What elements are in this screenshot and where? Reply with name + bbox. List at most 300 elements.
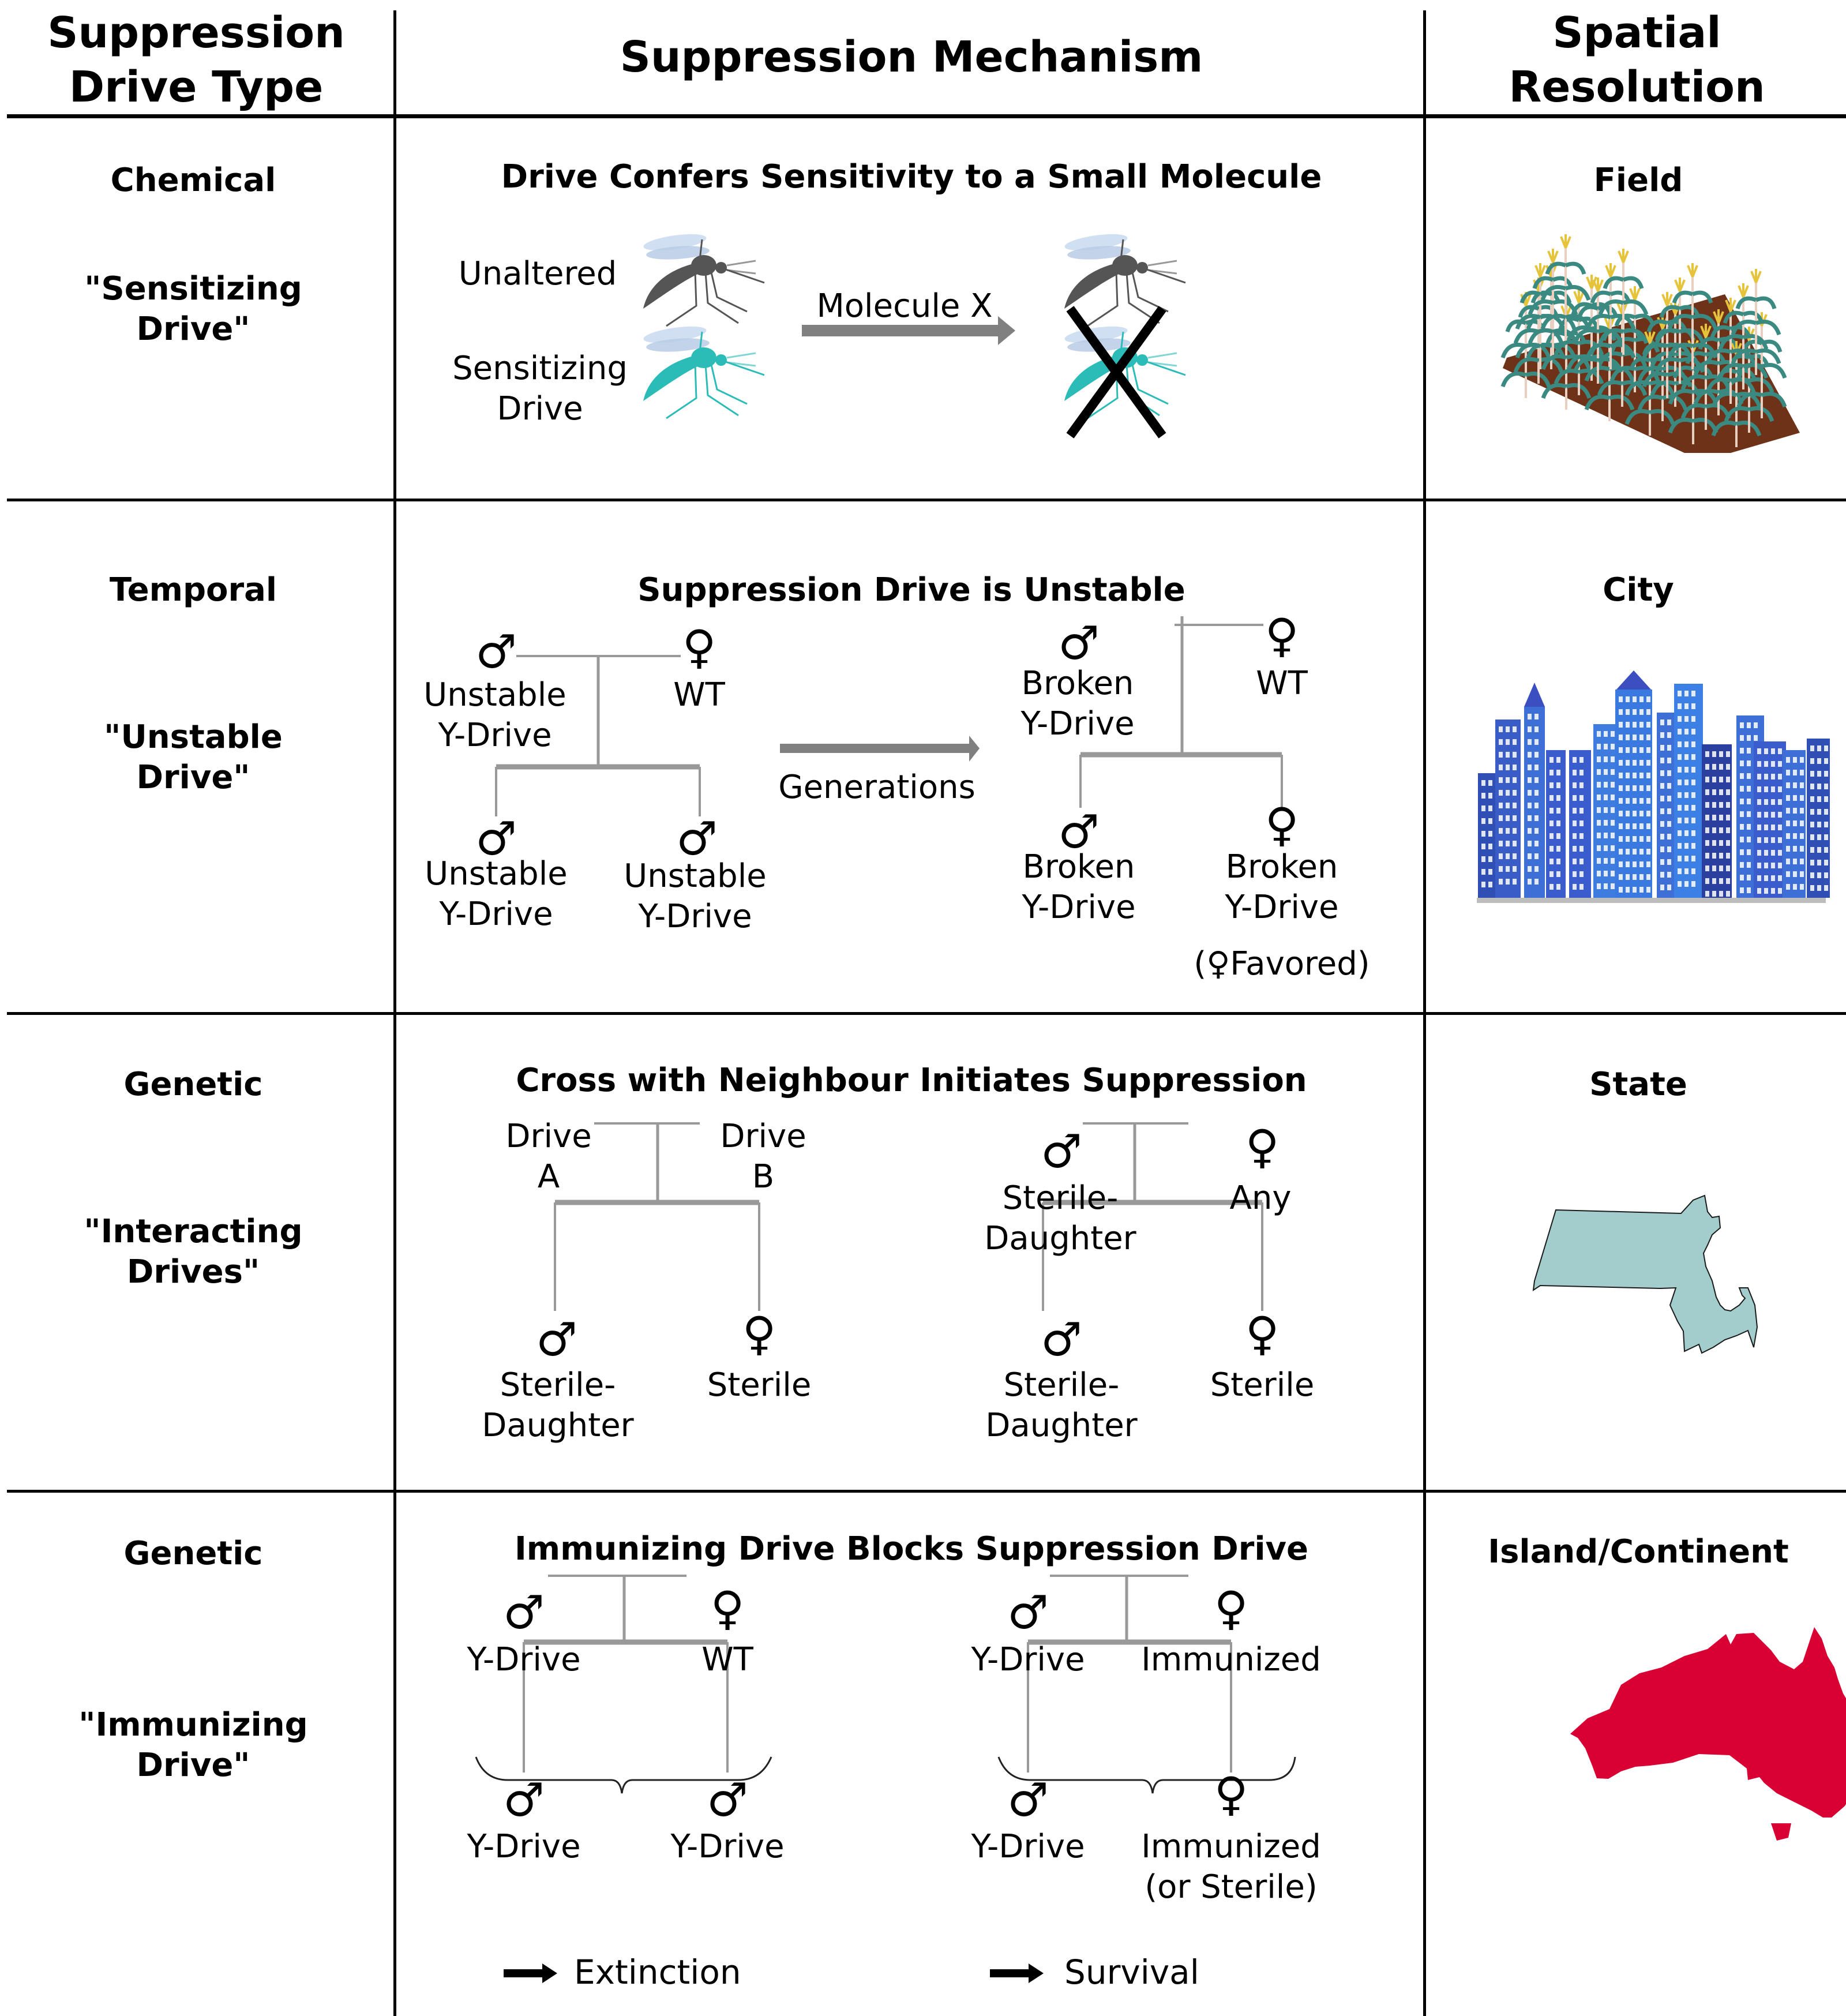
female-symbol-icon: ♀: [1265, 798, 1299, 852]
city-window: [1633, 811, 1637, 816]
city-window: [1747, 875, 1751, 880]
city-window: [1528, 752, 1532, 758]
city-window: [1719, 853, 1723, 859]
city-window: [1619, 735, 1623, 740]
male-symbol-icon: ♂: [1041, 1125, 1082, 1178]
city-window: [1506, 803, 1510, 808]
city-window: [1778, 812, 1782, 818]
label-sensitizing-line2: Drive: [497, 390, 583, 428]
city-window: [1597, 820, 1601, 826]
city-window: [1667, 796, 1671, 801]
city-window: [1678, 767, 1682, 773]
city-window: [1684, 767, 1689, 773]
city-window: [1481, 818, 1485, 824]
city-window: [1712, 891, 1716, 897]
city-window: [1626, 849, 1630, 855]
city-window: [1691, 856, 1695, 861]
city-window: [1549, 757, 1554, 763]
city-window: [1611, 858, 1615, 864]
city-window: [1771, 786, 1775, 792]
city-window: [1667, 720, 1671, 725]
city-window: [1786, 757, 1790, 763]
city-window: [1488, 869, 1492, 875]
city-window: [1778, 863, 1782, 868]
city-window: [1817, 822, 1821, 827]
city-window: [1786, 795, 1790, 801]
city-window: [1549, 846, 1554, 852]
city-window: [1619, 811, 1623, 816]
cornfield-icon: [1503, 234, 1800, 453]
city-window: [1506, 790, 1510, 796]
city-window: [1619, 773, 1623, 778]
city-window: [1667, 758, 1671, 763]
city-window: [1556, 782, 1560, 788]
city-window: [1579, 871, 1584, 877]
city-window: [1646, 773, 1650, 778]
city-window: [1684, 792, 1689, 798]
city-window: [1573, 757, 1577, 763]
city-window: [1604, 871, 1608, 876]
city-window: [1619, 823, 1623, 829]
city-window: [1726, 865, 1730, 871]
city-window: [1719, 840, 1723, 846]
city-window: [1771, 837, 1775, 843]
row2-left-father-label: [423, 675, 566, 756]
city-window: [1817, 860, 1821, 865]
city-window: [1488, 780, 1492, 786]
city-window: [1771, 774, 1775, 780]
city-window: [1646, 696, 1650, 702]
city-window: [1764, 761, 1768, 767]
city-window: [1573, 833, 1577, 839]
city-window: [1691, 767, 1695, 773]
city-window: [1579, 770, 1584, 775]
city-window: [1705, 878, 1709, 884]
city-window: [1740, 786, 1744, 792]
corn-tassel: [1630, 286, 1639, 300]
city-window: [1764, 799, 1768, 805]
city-window: [1611, 807, 1615, 813]
city-window: [1705, 853, 1709, 859]
city-window: [1740, 735, 1744, 741]
city-window: [1646, 798, 1650, 804]
city-window: [1778, 774, 1782, 780]
city-window: [1579, 859, 1584, 864]
city-window: [1626, 823, 1630, 829]
city-window: [1626, 747, 1630, 753]
city-window: [1660, 872, 1664, 878]
male-symbol-icon: ♂: [536, 1313, 577, 1366]
city-window: [1764, 786, 1768, 792]
corn-tassel: [1688, 263, 1697, 277]
child-line2: Daughter: [985, 1407, 1138, 1444]
city-window: [1604, 807, 1608, 813]
city-window: [1678, 703, 1682, 709]
city-window: [1757, 812, 1761, 818]
city-window: [1528, 765, 1532, 770]
city-window: [1633, 861, 1637, 867]
city-window: [1800, 795, 1804, 801]
city-window: [1633, 836, 1637, 842]
city-window: [1499, 726, 1503, 732]
city-window: [1639, 709, 1644, 715]
city-window: [1757, 825, 1761, 830]
city-window: [1810, 796, 1814, 802]
city-window: [1626, 811, 1630, 816]
survival-outcome-label: Survival: [1064, 1953, 1199, 1992]
city-window: [1534, 828, 1539, 834]
row4-right-child1-label: Y-Drive: [971, 1828, 1085, 1865]
city-window: [1678, 729, 1682, 735]
mosquito-unaltered-icon: [643, 231, 764, 326]
city-window: [1573, 859, 1577, 864]
city-window: [1810, 834, 1814, 840]
city-window: [1747, 862, 1751, 868]
city-window: [1691, 843, 1695, 849]
city-window: [1633, 696, 1637, 702]
city-window: [1604, 756, 1608, 762]
extinction-arrow-icon: [504, 1963, 557, 1983]
mother-line1: Drive: [720, 1118, 806, 1155]
father-line2: Daughter: [984, 1220, 1136, 1257]
city-window: [1678, 741, 1682, 747]
city-window: [1747, 748, 1751, 754]
city-window: [1604, 845, 1608, 851]
city-window: [1604, 833, 1608, 838]
city-spire: [1524, 683, 1545, 707]
child-line2: Y-Drive: [439, 895, 553, 933]
male-symbol-icon: ♂: [475, 812, 517, 865]
city-window: [1639, 773, 1644, 778]
row2-right-father-label: [1020, 664, 1134, 744]
row3-right-child1-label: [985, 1365, 1137, 1446]
city-window: [1506, 765, 1510, 770]
row3-right-mother-label: Any: [1229, 1179, 1292, 1217]
male-symbol-icon: ♂: [475, 625, 517, 679]
city-window: [1817, 745, 1821, 751]
city-window: [1513, 726, 1517, 732]
city-window: [1678, 868, 1682, 874]
city-window: [1660, 745, 1664, 751]
city-window: [1528, 803, 1532, 808]
city-window: [1691, 818, 1695, 823]
city-window: [1499, 828, 1503, 834]
city-window: [1573, 884, 1577, 890]
city-window: [1528, 879, 1532, 885]
city-window: [1667, 770, 1671, 776]
city-window: [1747, 735, 1751, 741]
city-window: [1639, 811, 1644, 816]
city-window: [1817, 847, 1821, 853]
city-window: [1499, 765, 1503, 770]
city-window: [1633, 785, 1637, 791]
city-window: [1719, 815, 1723, 820]
city-window: [1712, 815, 1716, 820]
city-window: [1705, 764, 1709, 770]
row3-left-child1-label: [482, 1365, 633, 1446]
city-window: [1528, 815, 1532, 821]
city-window: [1691, 868, 1695, 874]
city-window: [1667, 732, 1671, 738]
city-window: [1764, 825, 1768, 830]
city-window: [1817, 758, 1821, 764]
city-window: [1506, 853, 1510, 859]
city-window: [1810, 758, 1814, 764]
city-window: [1684, 780, 1689, 785]
city-window: [1646, 722, 1650, 728]
city-window: [1800, 820, 1804, 826]
city-window: [1633, 760, 1637, 766]
city-window: [1810, 847, 1814, 853]
city-window: [1712, 802, 1716, 808]
city-window: [1481, 831, 1485, 837]
city-window: [1778, 825, 1782, 830]
city-window: [1667, 745, 1671, 751]
city-window: [1499, 866, 1503, 872]
city-window: [1573, 782, 1577, 788]
city-window: [1678, 780, 1682, 785]
city-window: [1824, 822, 1828, 827]
city-window: [1597, 858, 1601, 864]
city-window: [1633, 849, 1637, 855]
city-window: [1712, 853, 1716, 859]
city-window: [1817, 809, 1821, 815]
city-window: [1513, 853, 1517, 859]
city-window: [1705, 751, 1709, 757]
city-window: [1764, 888, 1768, 894]
city-window: [1499, 790, 1503, 796]
city-building: [1478, 773, 1498, 898]
city-window: [1646, 760, 1650, 766]
corn-tassel: [1548, 249, 1558, 263]
city-window: [1800, 757, 1804, 763]
city-window: [1513, 815, 1517, 821]
city-window: [1488, 882, 1492, 887]
row3-mechanism-title: Cross with Neighbour Initiates Suppression: [516, 1062, 1307, 1099]
corn-tassel: [1606, 263, 1615, 277]
city-window: [1747, 849, 1751, 855]
city-window: [1660, 758, 1664, 763]
city-window: [1513, 752, 1517, 758]
city-window: [1684, 729, 1689, 735]
city-window: [1740, 887, 1744, 893]
city-window: [1740, 799, 1744, 804]
header-drive-type-line2: Drive Type: [69, 62, 324, 112]
city-window: [1726, 764, 1730, 770]
city-window: [1800, 846, 1804, 852]
city-window: [1534, 815, 1539, 821]
city-window: [1499, 739, 1503, 745]
city-window: [1793, 770, 1797, 775]
female-symbol-icon: ♀: [682, 620, 716, 674]
city-window: [1726, 751, 1730, 757]
city-window: [1549, 820, 1554, 826]
header-mechanism: Suppression Mechanism: [620, 32, 1203, 82]
city-building: [1546, 750, 1566, 898]
city-window: [1506, 841, 1510, 846]
city-window: [1639, 823, 1644, 829]
city-window: [1740, 849, 1744, 855]
city-window: [1556, 808, 1560, 814]
city-window: [1705, 891, 1709, 897]
city-window: [1549, 782, 1554, 788]
city-window: [1719, 878, 1723, 884]
city-window: [1719, 891, 1723, 897]
row4-type: Genetic: [123, 1535, 263, 1572]
city-window: [1747, 811, 1751, 817]
city-window: [1626, 709, 1630, 715]
city-window: [1726, 827, 1730, 833]
city-window: [1573, 871, 1577, 877]
city-window: [1549, 770, 1554, 775]
city-window: [1646, 735, 1650, 740]
city-window: [1667, 859, 1671, 865]
city-window: [1597, 744, 1601, 750]
city-window: [1597, 756, 1601, 762]
city-window: [1793, 757, 1797, 763]
city-window: [1764, 875, 1768, 881]
city-window: [1800, 808, 1804, 814]
city-window: [1626, 696, 1630, 702]
city-window: [1639, 785, 1644, 791]
city-window: [1757, 761, 1761, 767]
city-window: [1604, 820, 1608, 826]
city-window: [1719, 764, 1723, 770]
child-line2: Y-Drive: [1022, 889, 1136, 926]
city-window: [1481, 805, 1485, 811]
city-window: [1793, 795, 1797, 801]
city-window: [1633, 747, 1637, 753]
city-window: [1691, 805, 1695, 811]
city-window: [1684, 868, 1689, 874]
city-window: [1667, 885, 1671, 890]
city-window: [1633, 798, 1637, 804]
row2-mechanism-title: Suppression Drive is Unstable: [637, 571, 1185, 609]
father-line1: Unstable: [423, 676, 566, 714]
city-window: [1740, 773, 1744, 779]
city-window: [1513, 841, 1517, 846]
city-window: [1626, 760, 1630, 766]
row1-resolution-label: Field: [1593, 162, 1683, 199]
city-window: [1573, 846, 1577, 852]
city-window: [1633, 887, 1637, 893]
city-window: [1817, 885, 1821, 891]
city-window: [1778, 837, 1782, 843]
city-window: [1660, 859, 1664, 865]
city-window: [1499, 841, 1503, 846]
city-window: [1604, 795, 1608, 800]
male-symbol-icon: ♂: [503, 1586, 545, 1639]
city-window: [1800, 871, 1804, 877]
city-window: [1712, 878, 1716, 884]
city-window: [1646, 747, 1650, 753]
city-window: [1726, 891, 1730, 897]
city-window: [1481, 780, 1485, 786]
city-window: [1764, 863, 1768, 868]
child-line1: Sterile-: [1003, 1366, 1120, 1404]
city-window: [1726, 802, 1730, 808]
city-window: [1691, 830, 1695, 836]
row2-right-child1-label: [1022, 847, 1135, 928]
city-window: [1684, 691, 1689, 696]
city-window: [1481, 856, 1485, 862]
city-window: [1604, 769, 1608, 775]
city-window: [1597, 845, 1601, 851]
city-window: [1810, 809, 1814, 815]
city-window: [1633, 722, 1637, 728]
city-window: [1619, 722, 1623, 728]
corn-tassel: [1536, 263, 1545, 277]
city-window: [1719, 777, 1723, 782]
female-symbol-icon: ♀: [1265, 609, 1299, 662]
city-window: [1619, 798, 1623, 804]
city-window: [1626, 874, 1630, 880]
city-window: [1597, 782, 1601, 788]
mosquito-unaltered-result-icon: [1064, 231, 1185, 326]
child-line2: Y-Drive: [638, 898, 752, 935]
city-window: [1771, 748, 1775, 754]
city-window: [1611, 845, 1615, 851]
city-window: [1786, 846, 1790, 852]
city-window: [1684, 754, 1689, 760]
city-window: [1817, 784, 1821, 789]
city-window: [1740, 722, 1744, 728]
city-window: [1810, 872, 1814, 878]
city-window: [1506, 815, 1510, 821]
city-window: [1726, 789, 1730, 795]
city-window: [1513, 765, 1517, 770]
child-line2: (or Sterile): [1145, 1868, 1318, 1906]
father-line1: Broken: [1021, 665, 1134, 702]
label-molecule-x: Molecule X: [816, 287, 993, 325]
city-window: [1754, 735, 1758, 741]
city-window: [1506, 739, 1510, 745]
city-window: [1678, 716, 1682, 722]
city-window: [1506, 726, 1510, 732]
city-window: [1764, 812, 1768, 818]
city-window: [1810, 822, 1814, 827]
city-window: [1793, 884, 1797, 890]
city-window: [1646, 811, 1650, 816]
father-line1: Sterile-: [1002, 1179, 1119, 1217]
city-window: [1619, 785, 1623, 791]
city-window: [1800, 884, 1804, 890]
city-window: [1611, 833, 1615, 838]
city-window: [1824, 758, 1828, 764]
city-window: [1534, 790, 1539, 796]
city-window: [1513, 777, 1517, 783]
city-window: [1747, 837, 1751, 842]
city-window: [1506, 879, 1510, 885]
extinction-outcome-label: Extinction: [574, 1953, 741, 1992]
city-window: [1597, 883, 1601, 889]
city-window: [1800, 859, 1804, 864]
city-window: [1660, 885, 1664, 890]
city-window: [1604, 744, 1608, 750]
city-window: [1684, 741, 1689, 747]
city-window: [1719, 789, 1723, 795]
city-window: [1556, 795, 1560, 801]
city-window: [1646, 823, 1650, 829]
city-window: [1556, 770, 1560, 775]
city-window: [1771, 875, 1775, 881]
city-window: [1597, 769, 1601, 775]
city-window: [1771, 799, 1775, 805]
label-unaltered: Unaltered: [458, 255, 617, 293]
city-window: [1639, 696, 1644, 702]
city-window: [1747, 722, 1751, 728]
city-window: [1534, 866, 1539, 872]
